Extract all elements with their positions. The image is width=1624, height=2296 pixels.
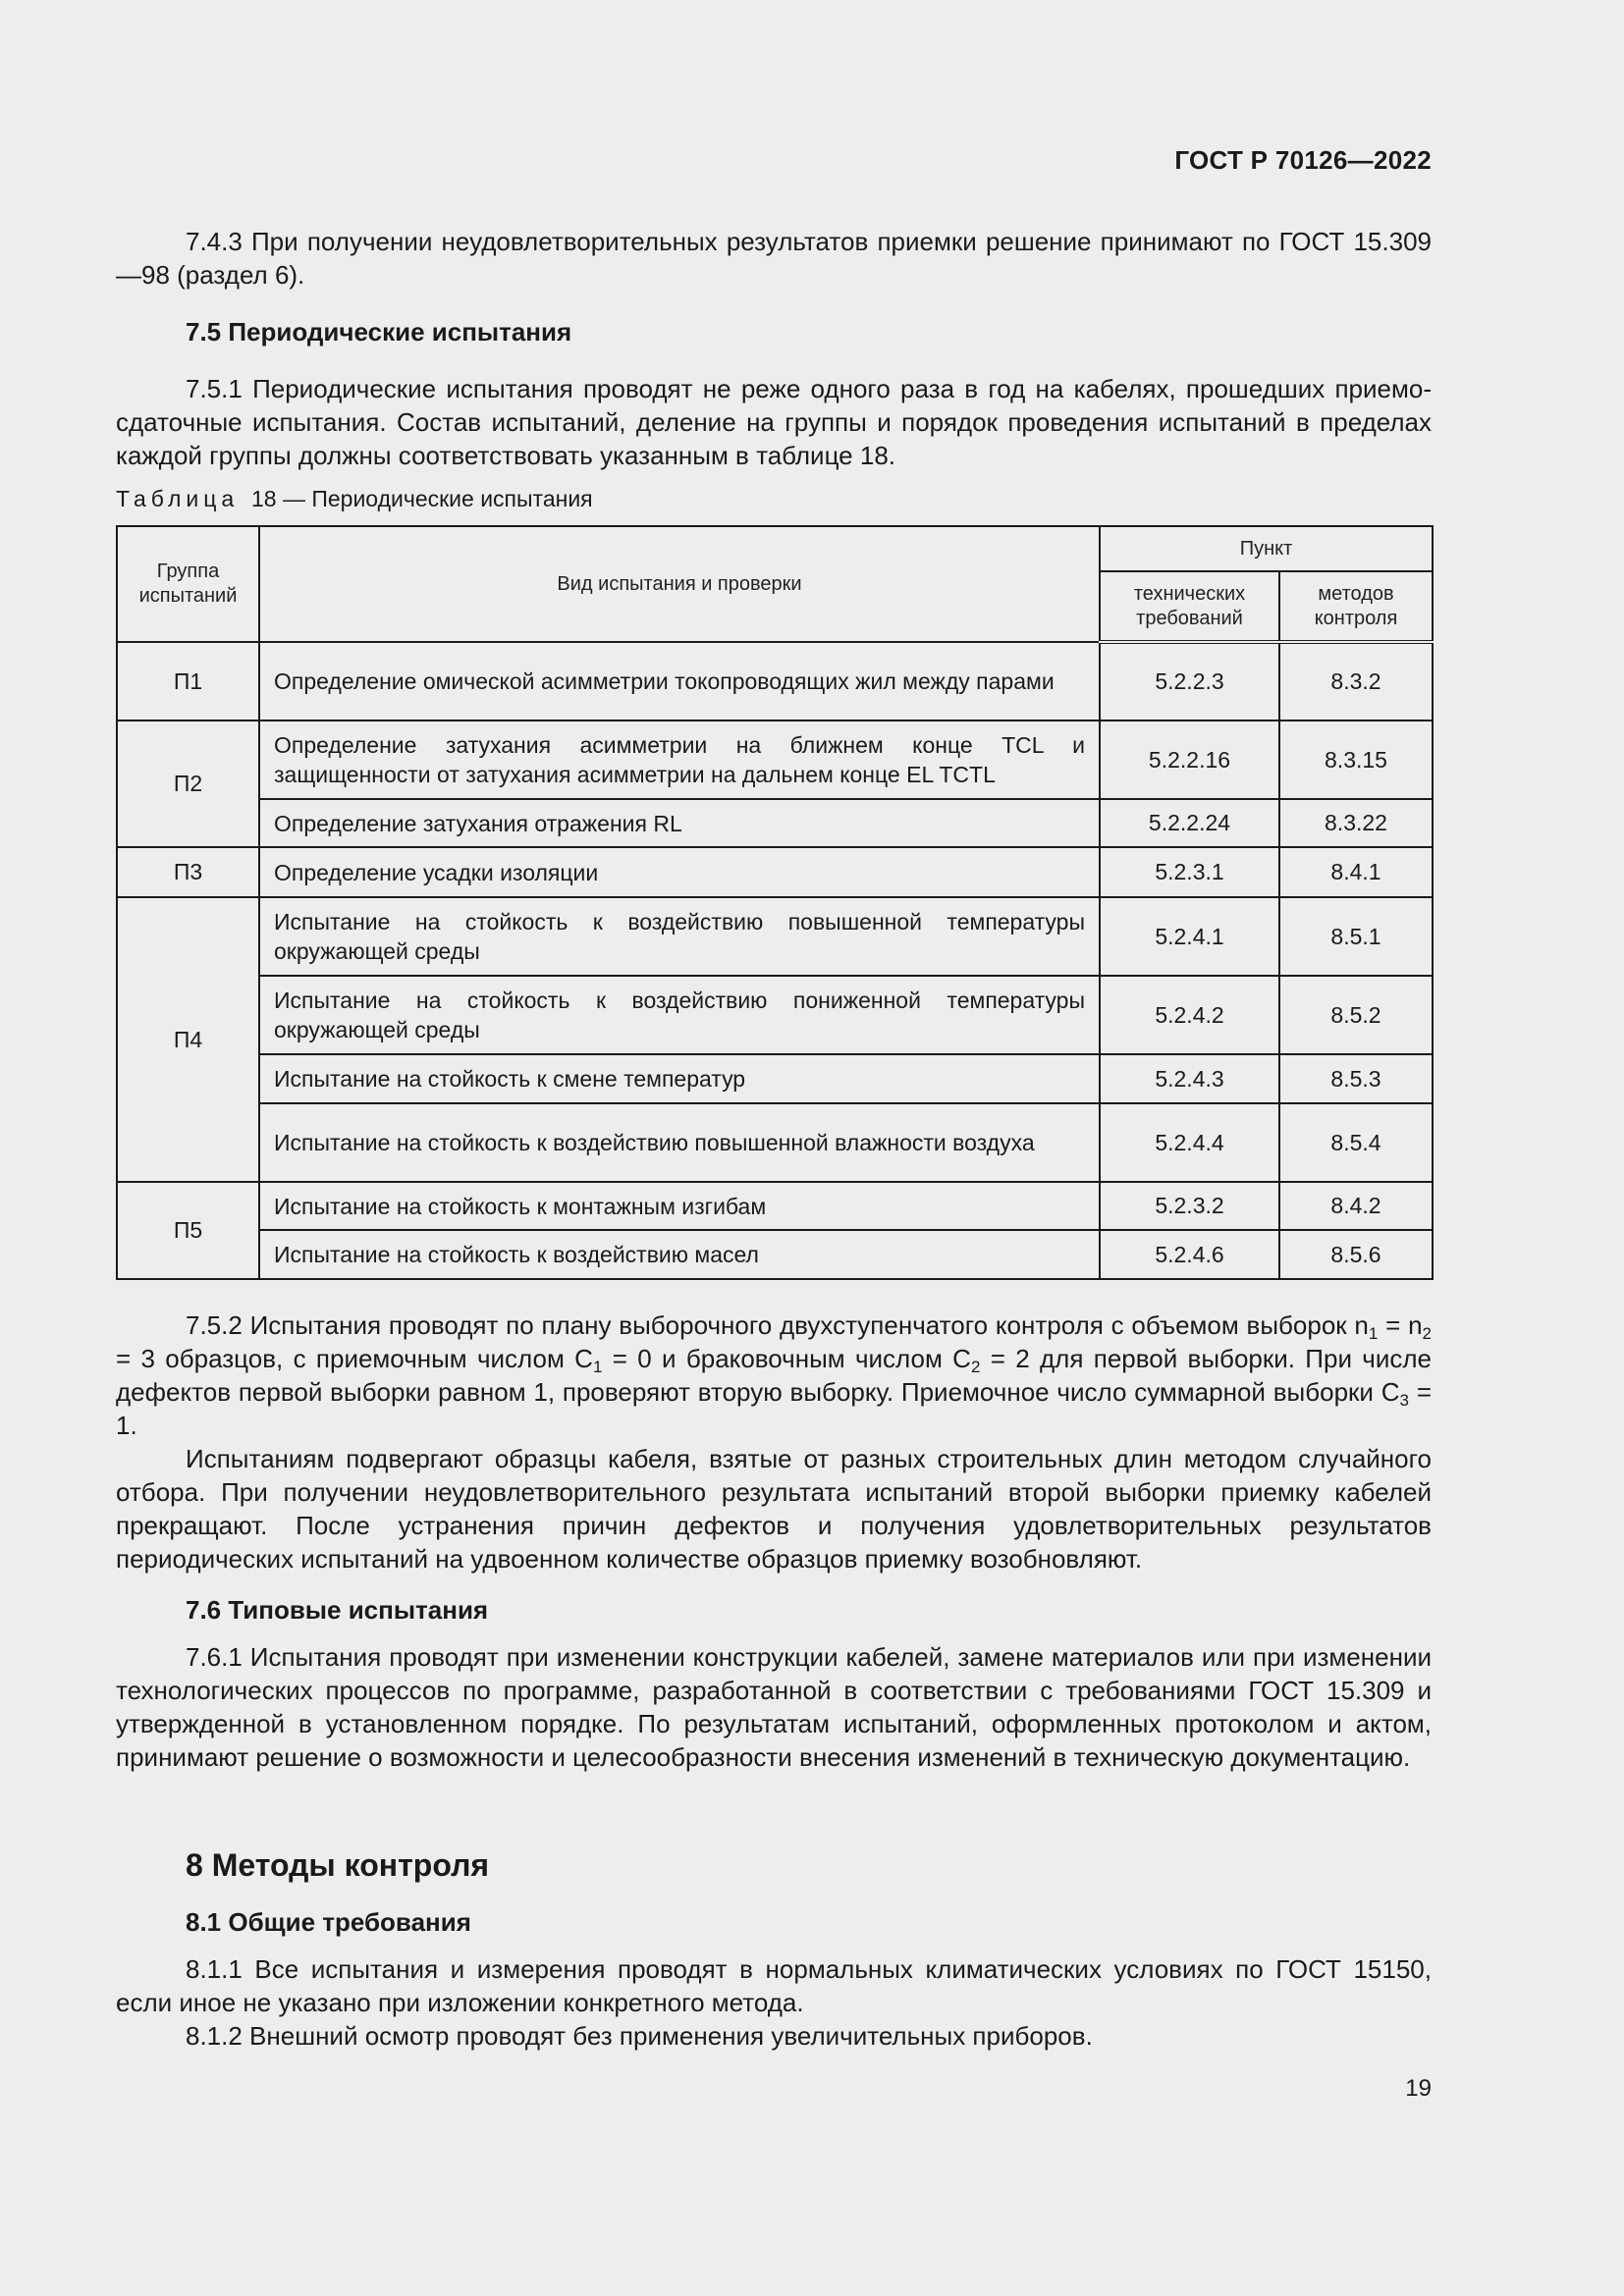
test-name-cell: Испытание на стойкость к воздействию масел [259,1230,1100,1279]
paragraph-8-1-2: 8.1.2 Внешний осмотр проводят без применения увеличительных приборов. [186,2021,1093,2051]
header-kind: Вид испытания и проверки [259,526,1100,642]
test-name-cell: Испытание на стойкость к воздействию повышенной влажности воздуха [259,1103,1100,1182]
tech-req-cell: 5.2.3.2 [1100,1182,1279,1230]
header-group: Группа испытаний [117,526,259,642]
method-cell: 8.3.15 [1279,721,1433,799]
group-cell: П2 [117,721,259,847]
tech-req-cell: 5.2.3.1 [1100,847,1279,897]
table-caption [116,484,1432,513]
test-name-cell: Определение затухания асимметрии на ближнем конце TCL и защищенности от затухания асимметрии на дальнем конце EL TCTL [259,721,1100,799]
section-7-5-2 [116,1308,1432,1575]
heading-8: 8 Методы контроля [186,1847,490,1883]
tech-req-cell: 5.2.2.3 [1100,642,1279,721]
paragraph-7-4-3: 7.4.3 При получении неудовлетворительных результатов приемки решение принимают по ГОСТ 15.309—98 (раздел 6). [116,227,1432,290]
tech-req-cell: 5.2.2.24 [1100,799,1279,847]
test-name-cell: Испытание на стойкость к смене температур [259,1054,1100,1103]
heading-8-1: 8.1 Общие требования [186,1907,471,1937]
method-cell: 8.5.4 [1279,1103,1433,1182]
group-cell: П3 [117,847,259,897]
method-cell: 8.5.2 [1279,976,1433,1054]
method-cell: 8.5.6 [1279,1230,1433,1279]
header-control-methods: методов контроля [1279,571,1433,642]
method-cell: 8.5.1 [1279,897,1433,976]
paragraph-7-5-1: 7.5.1 Периодические испытания проводят не реже одного раза в год на кабелях, прошедших приемо-сдаточные испытания. Состав испытаний, деление на группы и порядок проведения испытаний в пределах каждой группы должны соответствовать указанным в таблице 18. [116,374,1432,470]
tech-req-cell: 5.2.4.1 [1100,897,1279,976]
test-name-cell: Испытание на стойкость к воздействию повышенной температуры окружающей среды [259,897,1100,976]
section-8-1 [116,1905,1432,2053]
tech-req-cell: 5.2.4.6 [1100,1230,1279,1279]
table-row [117,799,1433,847]
method-cell: 8.3.2 [1279,642,1433,721]
tech-req-cell: 5.2.4.4 [1100,1103,1279,1182]
table-row [117,721,1433,799]
table-row [117,642,1433,721]
section-7-6 [116,1593,1432,1774]
test-name-cell: Испытание на стойкость к воздействию пониженной температуры окружающей среды [259,976,1100,1054]
section-8 [116,1845,1432,1885]
group-cell: П4 [117,897,259,1182]
paragraph-8-1-1: 8.1.1 Все испытания и измерения проводят в нормальных климатических условиях по ГОСТ 15150, если иное не указано при изложении конкретного метода. [116,1954,1432,2017]
table-row [117,1182,1433,1230]
method-cell: 8.4.2 [1279,1182,1433,1230]
tech-req-cell: 5.2.4.2 [1100,976,1279,1054]
periodic-tests-table [116,525,1434,1280]
paragraph-7-6-1: 7.6.1 Испытания проводят при изменении конструкции кабелей, замене материалов или при изменении технологических процессов по программе, разработанной в соответствии с требованиями ГОСТ 15.309 и утвержденной в установленном порядке. По результатам испытаний, оформленных протоколом и актом, принимают решение о возможности и целесообразности внесения изменений в техническую документацию. [116,1642,1432,1772]
section-7-4-3 [116,225,1432,292]
tech-req-cell: 5.2.4.3 [1100,1054,1279,1103]
tech-req-cell: 5.2.2.16 [1100,721,1279,799]
table-row [117,976,1433,1054]
test-name-cell: Определение затухания отражения RL [259,799,1100,847]
test-name-cell: Определение омической асимметрии токопроводящих жил между парами [259,642,1100,721]
group-cell: П5 [117,1182,259,1279]
table-row [117,847,1433,897]
table-row [117,1230,1433,1279]
test-name-cell: Определение усадки изоляции [259,847,1100,897]
paragraph-7-5-2-continued: Испытаниям подвергают образцы кабеля, взятые от разных строительных длин методом случайного отбора. При получении неудовлетворительного результата испытаний второй выборки приемку кабелей прекращают. После устранения причин дефектов и получения удовлетворительных результатов периодических испытаний на удвоенном количестве образцов приемку возобновляют. [116,1444,1432,1574]
document-header: ГОСТ Р 70126—2022 [1174,145,1432,175]
periodic-tests-table-wrap [116,525,1432,1280]
table-row [117,1054,1433,1103]
method-cell: 8.5.3 [1279,1054,1433,1103]
table-caption-word: Таблица [116,486,240,511]
paragraph-7-5-2: 7.5.2 Испытания проводят по плану выборочного двухступенчатого контроля с объемом выборок $n_1 = n_2 = 3$ образцов, с приемочным числом $С_1 = 0$ и браковочным числом $С_2 = 2$ для первой выборки. При числе дефектов первой выборки равном 1, проверяют вторую выборку. Приемочное число суммарной выборки $С_3 = 1$. [116,1310,1433,1440]
table-row [117,897,1433,976]
table-caption-text: 18 — Периодические испытания [250,486,593,511]
header-clause: Пункт [1100,526,1433,571]
group-cell: П1 [117,642,259,721]
heading-7-6: 7.6 Типовые испытания [186,1595,489,1625]
heading-7-5: 7.5 Периодические испытания [186,317,572,347]
header-tech-requirements: технических требований [1100,571,1279,642]
test-name-cell: Испытание на стойкость к монтажным изгибам [259,1182,1100,1230]
section-7-5 [116,315,1432,472]
page-number: 19 [1405,2075,1432,2102]
method-cell: 8.3.22 [1279,799,1433,847]
method-cell: 8.4.1 [1279,847,1433,897]
table-row [117,1103,1433,1182]
